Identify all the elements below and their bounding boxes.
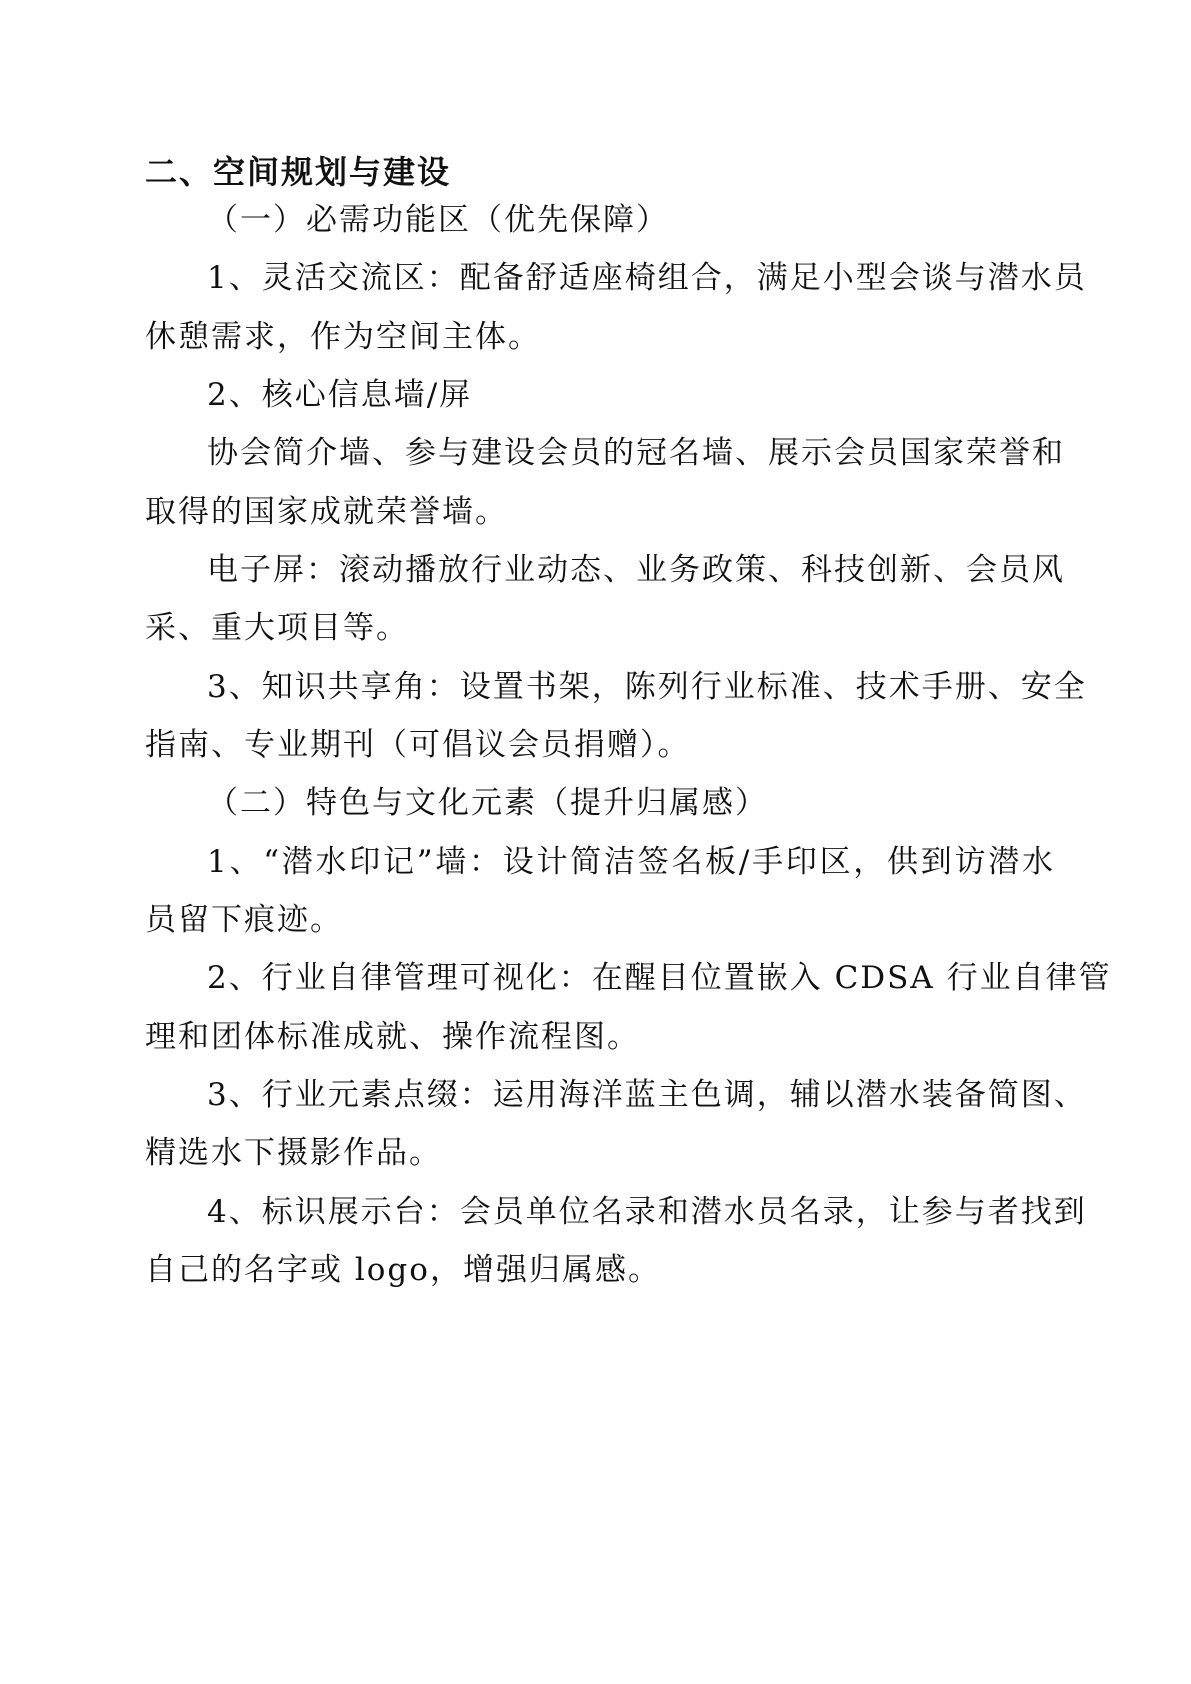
paragraph-line: 取得的国家成就荣誉墙。 — [145, 494, 508, 530]
section-heading: 二、空间规划与建设 — [145, 153, 452, 191]
paragraph-line: 4、标识展示台：会员单位名录和潜水员名录，让参与者找到 — [207, 1194, 1087, 1230]
paragraph-line: 1、“潜水印记”墙：设计简洁签名板/手印区，供到访潜水 — [207, 844, 1055, 880]
paragraph-line: 电子屏：滚动播放行业动态、业务政策、科技创新、会员风 — [207, 552, 1065, 588]
subsection-title-1: （一）必需功能区（优先保障） — [207, 202, 669, 238]
paragraph-line: 员留下痕迹。 — [145, 902, 343, 938]
paragraph-line: 2、行业自律管理可视化：在醒目位置嵌入 CDSA 行业自律管 — [207, 960, 1112, 996]
paragraph-line: 3、知识共享角：设置书架，陈列行业标准、技术手册、安全 — [207, 669, 1087, 705]
paragraph-line: 3、行业元素点缀：运用海洋蓝主色调，辅以潜水装备简图、 — [207, 1077, 1087, 1113]
paragraph-line: 协会简介墙、参与建设会员的冠名墙、展示会员国家荣誉和 — [207, 435, 1065, 471]
paragraph-line: 理和团体标准成就、操作流程图。 — [145, 1019, 640, 1055]
paragraph-line: 2、核心信息墙/屏 — [207, 377, 473, 413]
paragraph-line: 休憩需求，作为空间主体。 — [145, 319, 541, 355]
paragraph-line: 1、灵活交流区：配备舒适座椅组合，满足小型会谈与潜水员 — [207, 260, 1087, 296]
paragraph-line: 采、重大项目等。 — [145, 610, 409, 646]
paragraph-line: 自己的名字或 logo，增强归属感。 — [145, 1252, 661, 1288]
paragraph-line: 精选水下摄影作品。 — [145, 1135, 442, 1171]
subsection-title-2: （二）特色与文化元素（提升归属感） — [207, 785, 768, 821]
paragraph-line: 指南、专业期刊（可倡议会员捐赠）。 — [145, 727, 691, 763]
